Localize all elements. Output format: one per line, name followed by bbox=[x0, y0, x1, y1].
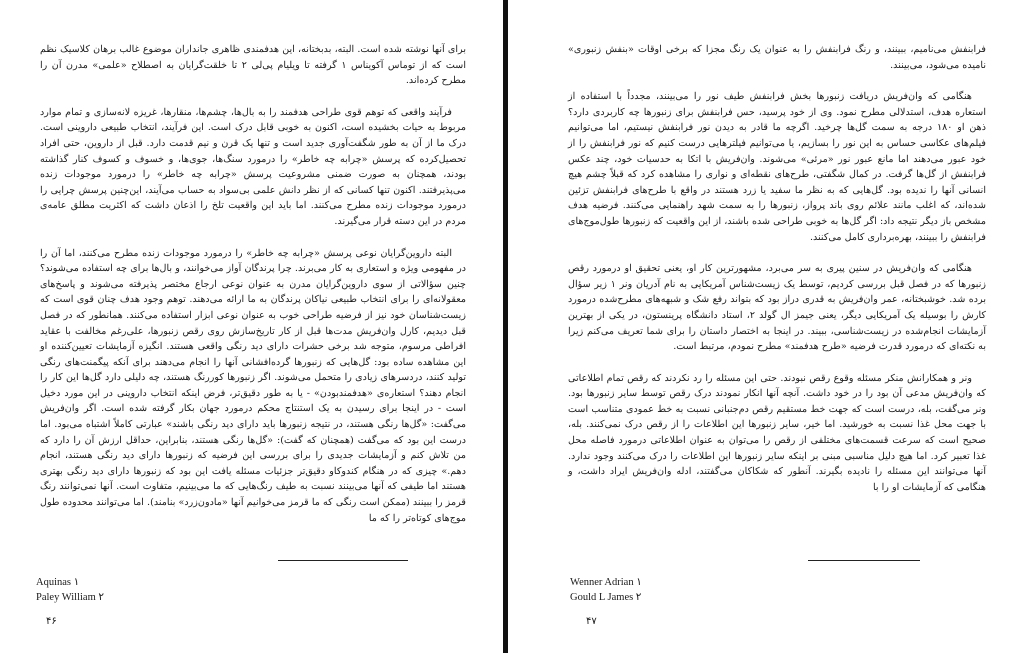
right-footnote-2: Gould L James ۲ bbox=[570, 592, 642, 603]
left-footnote-1: Aquinas ۱ bbox=[36, 577, 80, 588]
left-page-number: ۴۶ bbox=[46, 616, 57, 627]
right-page-number: ۴۷ bbox=[586, 616, 597, 627]
left-page bbox=[0, 0, 503, 653]
right-footnote-1: Wenner Adrian ۱ bbox=[570, 577, 642, 588]
left-footnote-rule bbox=[278, 560, 408, 561]
left-paragraph-3: البته داروین‌گرایان نوعی پرسش «چرا‌به چه خاطر» را درمورد موجودات زنده مطرح می‌کنند، اما آن را در مفهومی ویژه و استعاری به کار می‌برند. چرا پرندگان آواز می‌خوانند، و بال‌ها برای چه استفاده می‌شوند؟ چنین سؤالاتی از سوی داروین‌گرایان مدرن به عنوان نوعی ارجاع مختصر پذیرفته می‌شوند و پاسخ‌های معقولانه‌ای را برای انتخاب طبیعی نیاکان پرندگان به ما ارائه می‌دهند. توهم وجود هدف چنان قوی است که زیست‌شناسان خود نیز از فرضیه طراحی خوب به عنوان نوعی ابزار استفاده می‌کنند. همانطور که در فصل قبل دیدیم، کارل وان‌فریش مدت‌ها قبل از کار تاریخ‌سازش روی رقص زنبورها، علی‌رغم مخالفت با عقاید افراطی مرسوم، متوجه شد برخی حشرات دارای دید رنگی واقعی هستند. انگیزه آزمایشات تعیین‌کننده او این مشاهده ساده بود: گل‌هایی که زنبورها گرده‌افشانی آنها را انجام می‌دهند برای آنکه پیگمنت‌های رنگی تولید کنند، دردسرهای زیادی را متحمل می‌شوند. اگر زنبورها کوررنگ هستند، چه دلیلی دارد گل‌ها این کار را انجام دهند؟ استعاره‌ی «هدفمندبودن» - یا به طور دقیق‌تر، فرض اینکه انتخاب داروینی در این مورد دخیل است - در اینجا برای رسیدن به یک استنتاج محکم درمورد جهان بکار گرفته شده است. اگر وان‌فریش می‌گفت: «گل‌ها رنگی هستند، در نتیجه زنبورها باید دارای دید رنگی باشند» عبارتی کاملاً اشتباه می‌بود. اما درست این بود که می‌گفت (همچنان که گفت): «گل‌ها رنگی هستند، بنابراین، حداقل ارزش آن را دارد که من تلاش کنم و آزمایشات جدیدی را برای بررسی این فرضیه که زنبورها دارای دید رنگی هستند، انجام دهم.» چیزی که در هنگام کندوکاو دقیق‌تر جزئیات مسئله یافت این بود که زنبورها دارای دید رنگی بهتری هستند اما طیفی که آنها می‌بینند نسبت به طیف رنگ‌هایی که ما می‌بینیم، متفاوت است. آنها نمی‌توانند رنگ قرمز را ببینند (ممکن است رنگی که ما قرمز می‌خوانیم آنها «مادون‌زرد» بنامند). اما می‌توانند محدوده طول موج‌های کوتاه‌تر را که ما bbox=[40, 247, 466, 524]
right-paragraph-3: هنگامی که وان‌فریش در سنین پیری به سر می‌برد، مشهورترین کار او، یعنی تحقیق او درمورد رقص زنبورها که در فصل قبل بررسی کردیم، توسط یک زیست‌شناس آمریکایی به نام آدریان ونر ۱ زیر سؤال برده شد. خوشبختانه، عمر وان‌فریش به قدری دراز بود که بتواند رفع شک و شبهه‌های مطرح‌شده درمورد کارش را بوسیله یک آمریکایی دیگر، یعنی جیمز ال گولد ۲، استاد دانشگاه پرینستون، در یکی از بهترین آزمایشات انجام‌شده در زیست‌شناسی، ببیند. در اینجا به اختصار داستان را برای شما تعریف می‌کنم زیرا به نکته‌ای که درمورد قدرت فرضیه «طرح هدفمند» مطرح نمودم، مرتبط است. bbox=[568, 263, 987, 353]
right-paragraph-2: هنگامی که وان‌فریش دریافت زنبورها بخش فرابنفش طیف نور را می‌بینند، مجدداً با استفاده از استعاره هدف، استدلالی مطرح نمود. وی از خود پرسید، حس فرابنفش برای زنبورها چه کاربردی دارد؟ ذهن او ۱۸۰ درجه به سمت گل‌ها چرخید. اگرچه ما قادر به دیدن نور فرابنفش نیستیم، اما می‌توانیم فیلم‌های عکاسی حساس به این نور را بسازیم، یا می‌توانیم فیلترهایی درست کنیم که نور فرابنفش را از خود عبور می‌دهند اما مانع عبور نور «مرئی» می‌شوند. وان‌فریش با اتکا به حدسیات خود، چند عکس فرابنفش از گل‌ها گرفت. در کمال شگفتی، طرح‌های نقطه‌ای و نواری را مشاهده کرد که قبلاً چشم هیچ انسانی آنها را ندیده بود. گل‌هایی که به نظر ما سفید یا زرد هستند در واقع با طرح‌های فرابنفش تزئین شده‌اند، که اغلب مانند علائم روی باند پرواز، زنبورها را به سمت شهد راهنمایی می‌کنند. فرضیه هدف مشخص باز دیگر نتیجه داد: اگر گل‌ها به خوبی طراحی شده باشند، از این واقعیت که زنبورها طول‌موج‌های فرابنفش را ببینند، بهره‌برداری کامل می‌کنند. bbox=[568, 91, 986, 243]
right-page-body bbox=[568, 42, 986, 511]
left-page-body bbox=[40, 42, 466, 542]
left-footnote-2: Paley William ۲ bbox=[36, 592, 105, 603]
left-paragraph-2: فرآیند واقعی که توهم قوی طراحی هدفمند را به بال‌ها، چشم‌ها، منقارها، غریزه لانه‌سازی و تمام موارد مربوط به حیات بخشیده است، اکنون به خوبی قابل درک است. این فرآیند، انتخاب طبیعی داروینی است. درک ما از آن به طور شگفت‌آوری جدید است و تنها یک قرن و نیم قدمت دارد. قبل از داروین، حتی افراد تحصیل‌کرده که پرسش «چرا‌به چه خاطر» را درمورد سنگ‌ها، جوی‌ها، و خسوف و کسوف کنار گذاشته بودند، همچنان به صورت ضمنی مشروعیت پرسش «چرا‌به چه خاطر» را درمورد موجودات زنده می‌پذیرفتند. اکنون تنها کسانی که از نظر دانش علمی بی‌سواد به حساب می‌آیند، این‌چنین پرسش چرایی را درمورد موجودات زنده مطرح می‌کنند. اما باید این واقعیت تلخ را اذعان داشت که اکثریت مطلق عامه‌ی مردم در این دسته قرار می‌گیرند. bbox=[40, 106, 466, 227]
right-page bbox=[508, 0, 1024, 653]
right-paragraph-4: ونر و همکارانش منکر مسئله وقوع رقص نبودند. حتی این مسئله را رد نکردند که رقص تمام اطلاعاتی که وان‌فریش مدعی آن بود را در خود داشت. آنچه آنها انکار نمودند درک رقص توسط سایر زنبورها بود. ونر می‌گفت، بله، درست است که جهت خط مستقیم رقص دم‌جنبانی نسبت به خط عمودی متناسب است با جهت محل غذا نسبت به خورشید. اما خیر، سایر زنبورها این اطلاعات را از رقص درک نمی‌کنند. بله، صحیح است که سرعت قسمت‌های مختلفی از رقص را می‌توان به عنوان اطلاعاتی درمورد فاصله محل غذا تعبیر کرد. اما هیچ دلیل مناسبی مبنی بر اینکه سایر زنبورها این اطلاعات را درک می‌کنند وجود ندارد. آنها می‌توانند این مسئله را نادیده بگیرند. آنطور که شکاکان می‌گفتند، ادله وان‌فریش ایراد داشت، و هنگامی که آزمایشات او را با bbox=[568, 372, 986, 493]
left-paragraph-1: برای آنها نوشته شده است. البته، بدبختانه، این هدفمندی ظاهری جانداران موضوع غالب برهان کلاسیک نظم است که از توماس آکویناس ۱ گرفته تا ویلیام پی‌لی ۲ تا خلقت‌گرایان به اصطلاح «علمی» مدرن آن را مطرح کرده‌اند. bbox=[40, 44, 467, 87]
right-paragraph-1: فرابنفش می‌نامیم، ببینند، و رنگ فرابنفش را به عنوان یک رنگ مجزا که برخی اوقات «بنفش زنبوری» نامیده می‌شود، می‌بینند. bbox=[568, 44, 986, 71]
left-footnotes bbox=[36, 575, 104, 605]
right-footnotes bbox=[570, 575, 642, 605]
right-footnote-rule bbox=[808, 560, 920, 561]
